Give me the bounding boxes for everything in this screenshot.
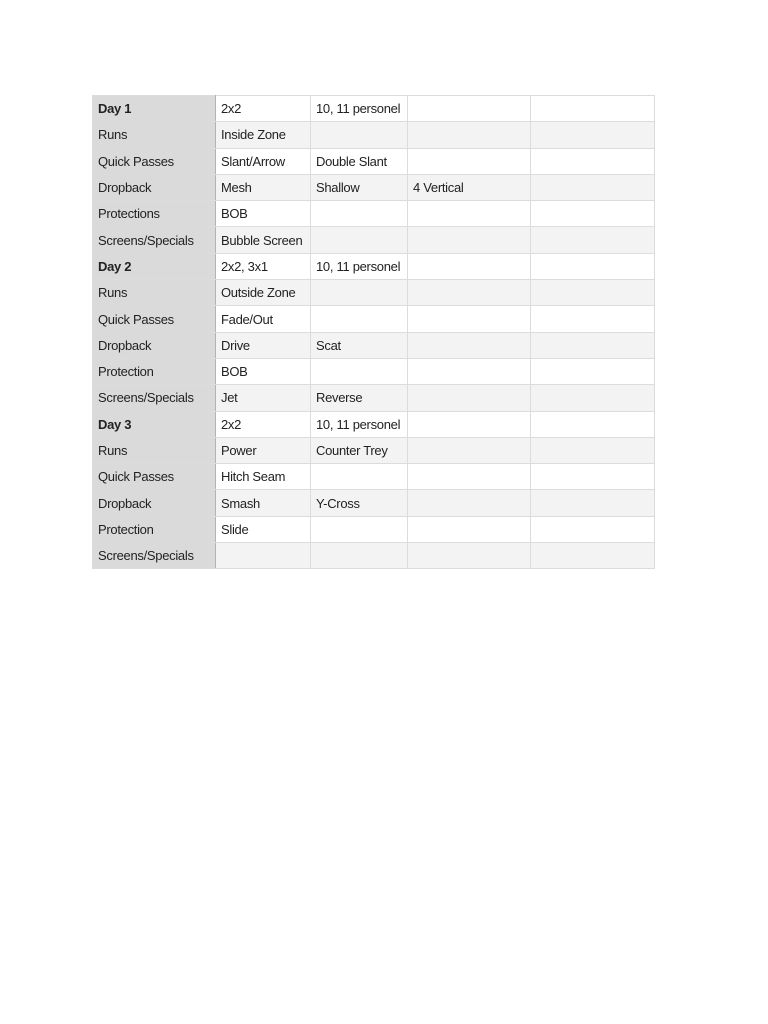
table-cell: Smash — [216, 490, 311, 516]
category-label: Dropback — [93, 332, 216, 358]
table-cell: 2x2 — [216, 411, 311, 437]
table-row — [93, 464, 655, 490]
table-cell — [531, 227, 655, 253]
table-cell — [408, 490, 531, 516]
table-row — [93, 201, 655, 227]
table-cell: Power — [216, 437, 311, 463]
table-cell — [531, 490, 655, 516]
table-cell — [408, 96, 531, 122]
table-cell — [408, 385, 531, 411]
table-cell: Bubble Screen — [216, 227, 311, 253]
table-cell — [311, 543, 408, 569]
table-cell — [216, 543, 311, 569]
table-cell — [531, 280, 655, 306]
table-cell: Slide — [216, 516, 311, 542]
table-cell — [531, 122, 655, 148]
category-label: Runs — [93, 122, 216, 148]
table-cell: Drive — [216, 332, 311, 358]
table-cell — [311, 358, 408, 384]
category-label: Runs — [93, 437, 216, 463]
category-label: Protections — [93, 201, 216, 227]
table-cell: 4 Vertical — [408, 174, 531, 200]
table-cell — [531, 148, 655, 174]
table-cell: Slant/Arrow — [216, 148, 311, 174]
table-cell — [311, 227, 408, 253]
table-cell: Outside Zone — [216, 280, 311, 306]
day-header-row — [93, 96, 655, 122]
table-cell — [531, 385, 655, 411]
table-cell: BOB — [216, 358, 311, 384]
table-cell — [531, 358, 655, 384]
category-label: Runs — [93, 280, 216, 306]
table-cell — [531, 464, 655, 490]
table-cell: BOB — [216, 201, 311, 227]
day-header-row — [93, 253, 655, 279]
table-row — [93, 332, 655, 358]
table-cell — [408, 464, 531, 490]
category-label: Screens/Specials — [93, 227, 216, 253]
table-cell — [531, 332, 655, 358]
table-row — [93, 227, 655, 253]
table-cell — [408, 358, 531, 384]
table-row — [93, 280, 655, 306]
table-cell — [311, 306, 408, 332]
table-cell — [311, 201, 408, 227]
table-row — [93, 358, 655, 384]
category-label: Quick Passes — [93, 148, 216, 174]
table-cell: Y-Cross — [311, 490, 408, 516]
table-cell: Shallow — [311, 174, 408, 200]
table-cell — [531, 174, 655, 200]
table-cell: Scat — [311, 332, 408, 358]
table-row — [93, 490, 655, 516]
table-row — [93, 543, 655, 569]
table-cell: Reverse — [311, 385, 408, 411]
table-cell: Double Slant — [311, 148, 408, 174]
table-cell — [311, 280, 408, 306]
table-cell — [531, 253, 655, 279]
table-cell — [408, 306, 531, 332]
table-cell — [311, 122, 408, 148]
table-row — [93, 148, 655, 174]
table-cell — [408, 280, 531, 306]
table-row — [93, 174, 655, 200]
table-body — [93, 96, 655, 569]
table-cell — [408, 201, 531, 227]
table-cell: 10, 11 personel — [311, 411, 408, 437]
table-cell — [531, 306, 655, 332]
day-label: Day 2 — [93, 253, 216, 279]
table-cell — [311, 516, 408, 542]
table-cell — [531, 437, 655, 463]
table-cell — [531, 96, 655, 122]
table-cell — [408, 543, 531, 569]
table-cell — [531, 516, 655, 542]
category-label: Dropback — [93, 174, 216, 200]
table-row — [93, 516, 655, 542]
table-cell: Inside Zone — [216, 122, 311, 148]
table-cell: 2x2 — [216, 96, 311, 122]
category-label: Quick Passes — [93, 464, 216, 490]
table-cell — [531, 201, 655, 227]
practice-plan-table — [92, 95, 655, 569]
category-label: Screens/Specials — [93, 385, 216, 411]
table-cell: 10, 11 personel — [311, 253, 408, 279]
table-cell — [408, 148, 531, 174]
category-label: Dropback — [93, 490, 216, 516]
table-cell — [531, 411, 655, 437]
table-cell: Hitch Seam — [216, 464, 311, 490]
table-cell — [531, 543, 655, 569]
table-row — [93, 306, 655, 332]
table-cell — [408, 122, 531, 148]
category-label: Protection — [93, 516, 216, 542]
table-row — [93, 385, 655, 411]
table-cell: 2x2, 3x1 — [216, 253, 311, 279]
table-cell: Fade/Out — [216, 306, 311, 332]
category-label: Protection — [93, 358, 216, 384]
day-header-row — [93, 411, 655, 437]
table-cell: 10, 11 personel — [311, 96, 408, 122]
table-row — [93, 122, 655, 148]
table-cell — [408, 227, 531, 253]
category-label: Screens/Specials — [93, 543, 216, 569]
table-cell — [408, 411, 531, 437]
table-cell — [311, 464, 408, 490]
table-cell: Mesh — [216, 174, 311, 200]
table-cell — [408, 253, 531, 279]
table-row — [93, 437, 655, 463]
table-cell: Jet — [216, 385, 311, 411]
day-label: Day 1 — [93, 96, 216, 122]
table-cell: Counter Trey — [311, 437, 408, 463]
table-cell — [408, 332, 531, 358]
day-label: Day 3 — [93, 411, 216, 437]
category-label: Quick Passes — [93, 306, 216, 332]
table-cell — [408, 516, 531, 542]
table-cell — [408, 437, 531, 463]
